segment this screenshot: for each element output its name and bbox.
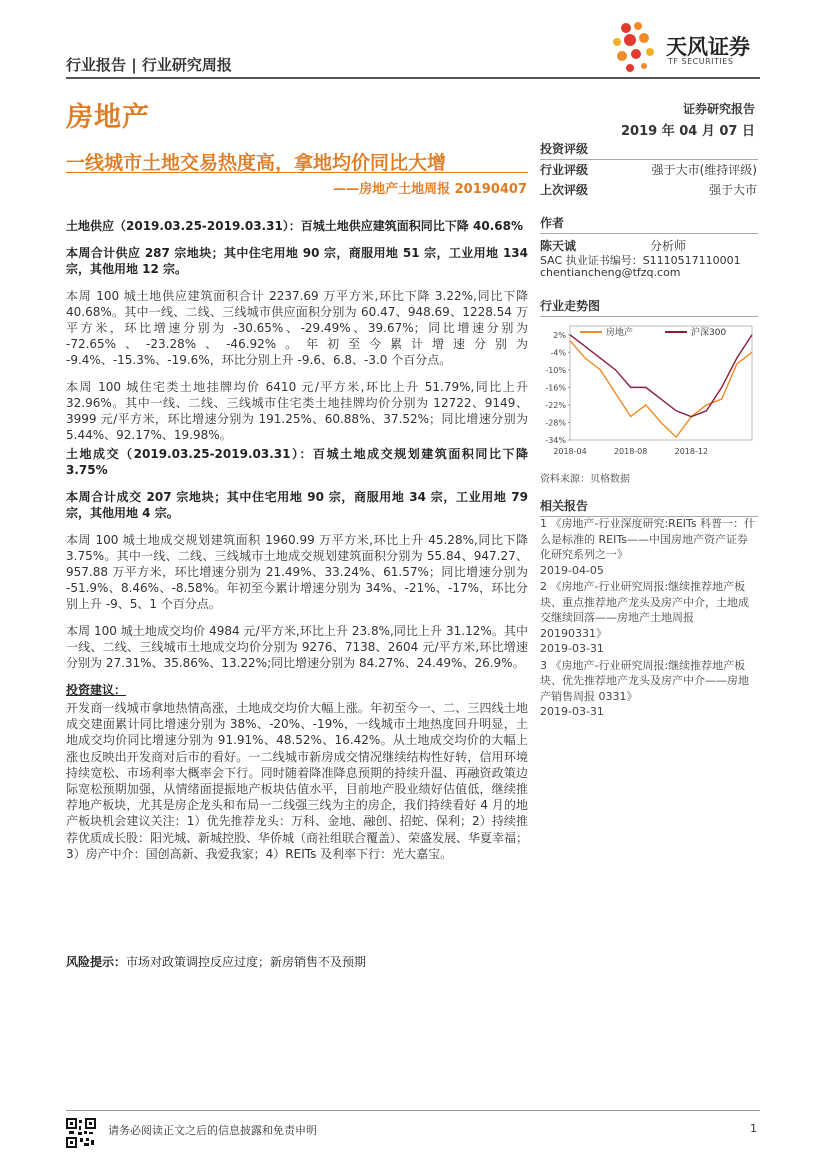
- qr-code-icon: [66, 1118, 96, 1148]
- risk-warning: [66, 953, 366, 970]
- related-date: 2019-03-31: [540, 705, 604, 718]
- footer-divider: [66, 1110, 760, 1111]
- report-title: 一线城市土地交易热度高，拿地均价同比大增: [66, 152, 447, 174]
- x-tick-label: 2018-12: [674, 447, 709, 456]
- related-title[interactable]: 2 《房地产-行业研究周报:继续推荐地产板块、重点推荐地产龙头及房产中介，土地成交继续回落——房地产土地周报 20190331》: [540, 580, 749, 640]
- related-heading: 相关报告: [540, 497, 758, 517]
- y-tick-label: -10%: [545, 365, 566, 375]
- title-divider: [66, 172, 528, 173]
- industry-title: 房地产: [66, 102, 150, 133]
- related-item[interactable]: [540, 579, 758, 657]
- author-email[interactable]: chentiancheng@tfzq.com: [540, 266, 681, 279]
- rating-value: 强于大市(维持评级): [651, 163, 757, 177]
- risk-text: 市场对政策调控反应过度；新房销售不及预期: [126, 955, 367, 969]
- body-paragraph: 本周 100 城土地供应建筑面积合计 2237.69 万平方米,环比下降 3.22%,同比下降 40.68%。其中一线、二线、三线城市供应面积分别为 60.47、948.69、1228.54 万平方米，环比增速分别为 -30.65%、-29.49%、39.67%；同比增速分别为 -72.65%、-23.28%、-46.92%。年初至今累计增速分别为 -9.4%、-15.3%、-19.6%，环比分别上升 -9.6、6.8、-3.0 个百分点。: [66, 289, 528, 367]
- chart-source: 资料来源：贝格数据: [540, 474, 630, 485]
- page-number: 1: [750, 1122, 757, 1135]
- section-summary: 本周合计供应 287 宗地块；其中住宅用地 90 宗，商服用地 51 宗，工业用地 134 宗，其他用地 12 宗。: [66, 246, 528, 276]
- tf-logo-icon: [610, 20, 662, 74]
- legend-label: 房地产: [606, 328, 634, 338]
- section-heading: 土地成交（2019.03.25-2019.03.31）：百城土地成交规划建筑面积同比下降 3.75%: [66, 447, 528, 477]
- y-tick-label: -16%: [545, 383, 566, 393]
- related-list: [540, 516, 758, 721]
- advice-heading: 投资建议：: [66, 683, 127, 697]
- related-item[interactable]: [540, 658, 758, 720]
- report-date: 2019 年 04 月 07 日: [621, 124, 755, 139]
- section-summary: 本周合计成交 207 宗地块；其中住宅用地 90 宗，商服用地 34 宗，工业用地 79 宗，其他用地 4 宗。: [66, 490, 528, 520]
- y-tick-label: -4%: [550, 348, 566, 358]
- author-heading: 作者: [540, 214, 758, 234]
- rating-heading: 投资评级: [540, 140, 758, 160]
- y-tick-label: -22%: [545, 400, 566, 410]
- related-title[interactable]: 1 《房地产-行业深度研究:REITs 科普一：什么是标准的 REITs——中国房地产资产证券化研究系列之一》: [540, 517, 756, 561]
- header-divider: [66, 77, 760, 79]
- trend-heading: 行业走势图: [540, 297, 758, 317]
- main-content: [66, 218, 528, 873]
- logo-text: 天风证券: [666, 35, 750, 59]
- y-tick-label: 2%: [553, 330, 566, 340]
- y-tick-label: -34%: [545, 436, 566, 445]
- logo-text-en: TF SECURITIES: [668, 57, 734, 66]
- section-heading: 土地供应（2019.03.25-2019.03.31）：百城土地供应建筑面积同比下降 40.68%: [66, 219, 523, 233]
- y-tick-label: -28%: [545, 418, 566, 428]
- rating-label: 上次评级: [540, 183, 589, 197]
- report-type: 证券研究报告: [682, 102, 755, 116]
- risk-label: 风险提示：: [66, 955, 127, 969]
- rating-value: 强于大市: [708, 183, 757, 197]
- author-role: 分析师: [650, 239, 687, 253]
- body-paragraph: 本周 100 城土地成交规划建筑面积 1960.99 万平方米,环比上升 45.28%,同比下降 3.75%。其中一线、二线、三线城市土地成交规划建筑面积分别为 55.84、947.27、957.88 万平方米，环比增速分别为 21.49%、33.24%、61.57%；同比增速分别为 -51.9%、8.46%、-8.58%。年初至今累计增速分别为 34%、-21%、-17%，环比分别上升 -9、5、1 个百分点。: [66, 533, 528, 611]
- related-date: 2019-03-31: [540, 642, 604, 655]
- series-line: [570, 335, 752, 417]
- trend-chart: [540, 318, 758, 458]
- report-series: ——房地产土地周报 20190407: [333, 182, 527, 197]
- body-paragraph: 本周 100 城土地成交均价 4984 元/平方米,环比上升 23.8%,同比上升 31.12%。其中一线、二线、三线城市土地成交均价分别为 9276、7138、2604 元/平方米,环比增速分别为 27.31%、35.86%、13.22%;同比增速分别为 84.27%、24.49%、26.9%。: [66, 624, 528, 670]
- x-tick-label: 2018-04: [553, 447, 587, 456]
- body-paragraph: 本周 100 城住宅类土地挂牌均价 6410 元/平方米,环比上升 51.79%,同比上升 32.96%。其中一线、二线、三线城市住宅类土地挂牌均价分别为 12722、9149、3999 元/平方米，环比增速分别为 191.25%、60.88%、37.52%；同比增速分别为 5.44%、92.17%、19.98%。: [66, 380, 528, 442]
- advice-paragraph: 开发商一线城市拿地热情高涨，土地成交均价大幅上涨。年初至今一、二、三四线土地成交建面累计同比增速分别为 38%、-20%、-19%，一线城市土地热度回升明显，土地成交均价同比增速分别为 91.91%、48.52%、16.42%。从土地成交均价的大幅上涨也反映出开发商对后市的看好。一二线城市新房成交情况继续结构性好转，信用环境持续宽松、市场利率大概率会下行。同时随着降准降息预期的持续升温、再融资政策边际宽松预期加强，从情绪面提振地产板块估值水平，目前地产股业绩好估值低，继续推荐地产板块，尤其是房企龙头和布局一二线强三线为主的房企，我们持续看好 4 月的地产板块机会建议关注：1）优先推荐龙头：万科、金地、融创、招蛇、保利；2）持续推荐优质成长股：阳光城、新城控股、华侨城（商社组联合覆盖）、荣盛发展、华夏幸福；3）房产中介：国创高新、我爱我家；4）REITs 及利率下行：光大嘉宝。: [66, 701, 529, 861]
- author-cert: SAC 执业证书编号：S1110517110001: [540, 254, 741, 267]
- related-date: 2019-04-05: [540, 563, 604, 577]
- doc-type: 行业报告 | 行业研究周报: [66, 56, 232, 74]
- rating-label: 行业评级: [540, 163, 589, 177]
- disclaimer-notice[interactable]: 请务必阅读正文之后的信息披露和免责申明: [108, 1124, 317, 1137]
- x-tick-label: 2018-08: [613, 447, 648, 456]
- author-name: 陈天诚: [540, 239, 577, 253]
- related-title[interactable]: 3 《房地产-行业研究周报:继续推荐地产板块、优先推荐地产龙头及房产中介——房地产销售周报 0331》: [540, 658, 749, 703]
- related-item[interactable]: [540, 516, 758, 578]
- legend-label: 沪深300: [691, 328, 727, 338]
